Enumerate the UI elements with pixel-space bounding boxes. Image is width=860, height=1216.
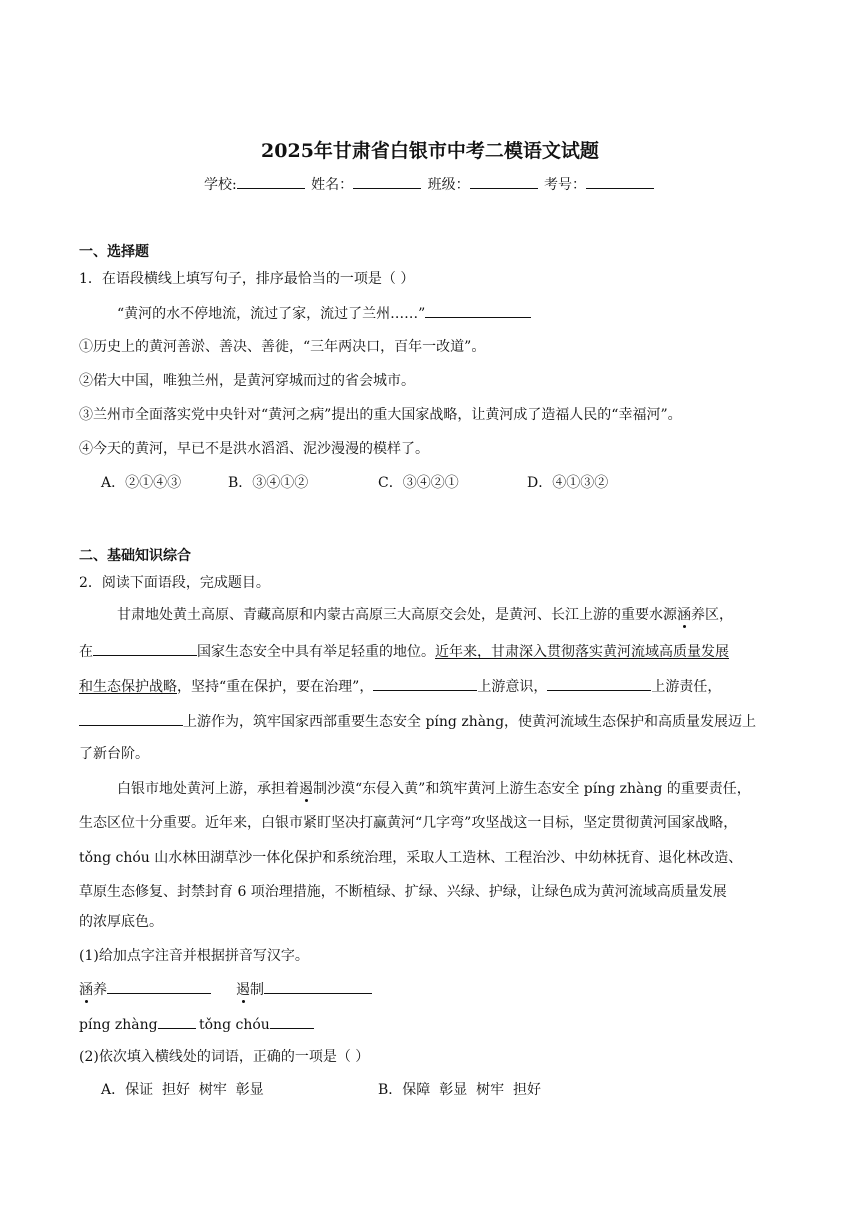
answer-blank-tongchou[interactable]	[270, 1015, 314, 1029]
section-heading-basic: 二、基础知识综合	[79, 548, 191, 564]
fill-blank-1	[93, 642, 197, 656]
pinyin-text: tǒng chóu	[199, 1017, 270, 1033]
dotted-char-e: 遏	[299, 781, 313, 797]
subquestion-2-stem: (2)依次填入横线处的词语，正确的一项是（ ）	[79, 1049, 370, 1065]
answer-blank-pingzhang[interactable]	[158, 1015, 196, 1029]
quote-text: “黄河的水不停地流，流过了家，流过了兰州……”	[117, 306, 426, 322]
question-1-stem: 1．在语段横线上填写句子，排序最恰当的一项是（ ）	[79, 271, 415, 287]
option-b[interactable]: B．保障 彰显 树牢 担好	[378, 1082, 541, 1098]
section-heading-choice: 一、选择题	[79, 244, 149, 260]
answer-blank-hanyang[interactable]	[107, 980, 211, 994]
passage-text: 上游意识，	[477, 679, 548, 695]
passage-text: 上游责任，	[651, 679, 722, 695]
passage-1-line-1	[117, 606, 733, 624]
passage-text: 上游作为，筑牢国家西部重要生态安全 píng zhàng，使黄河流域生态保护和高质量发展迈上	[183, 714, 757, 730]
passage-1-line-3	[79, 677, 721, 696]
word-text: 养	[93, 982, 107, 998]
option-c[interactable]: C．③④②①	[378, 475, 459, 491]
answer-blank-ezhi[interactable]	[264, 980, 372, 994]
fill-blank-4	[79, 712, 183, 726]
passage-2-line-2: 生态区位十分重要。近年来，白银市紧盯坚决打赢黄河“几字弯”攻坚战这一目标，坚定贯彻黄河国家战略，	[79, 815, 738, 831]
passage-text: 甘肃地处黄土高原、青藏高原和内蒙古高原三大高原交会处，是黄河、长江上游的重要水源	[117, 607, 677, 623]
question-1-item-1: ①历史上的黄河善淤、善决、善徙，“三年两决口，百年一改道”。	[79, 339, 486, 355]
passage-text: 养区，	[691, 607, 733, 623]
passage-2-line-1	[117, 780, 751, 798]
subquestion-1-stem: (1)给加点字注音并根据拼音写汉字。	[79, 948, 309, 964]
question-1-quote	[117, 304, 531, 323]
name-label: 姓名：	[311, 177, 354, 193]
fill-blank-3	[547, 677, 651, 691]
passage-text: 在	[79, 644, 93, 660]
question-1-options	[0, 474, 860, 492]
dotted-char-han: 涵	[79, 982, 93, 998]
name-blank	[353, 176, 421, 189]
word-text: 制	[250, 982, 264, 998]
option-a[interactable]: A．保证 担好 树牢 彰显	[101, 1082, 264, 1098]
student-info-line	[0, 176, 860, 194]
passage-1-line-5: 了新台阶。	[79, 746, 149, 762]
option-a[interactable]: A．②①④③	[101, 475, 182, 491]
passage-text: ，坚持“重在保护，要在治理”，	[177, 679, 374, 695]
subquestion-1-row-2	[79, 1015, 196, 1034]
fill-blank-2	[373, 677, 477, 691]
pinyin-text: píng zhàng	[79, 1017, 158, 1033]
dotted-char-e: 遏	[236, 982, 250, 998]
class-blank	[470, 176, 538, 189]
dotted-char-han: 涵	[677, 607, 691, 623]
number-label: 考号：	[544, 177, 587, 193]
passage-2-line-5: 的浓厚底色。	[79, 914, 163, 930]
school-label: 学校:	[203, 177, 237, 193]
subquestion-1-row-1	[79, 980, 211, 999]
passage-text: 白银市地处黄河上游，承担着	[117, 781, 299, 797]
passage-2-line-3: tǒng chóu 山水林田湖草沙一体化保护和系统治理，采取人工造林、工程治沙、中幼林抚育、退化林改造、	[79, 850, 743, 866]
question-1-item-3: ③兰州市全面落实党中央针对“黄河之病”提出的重大国家战略，让黄河成了造福人民的“幸福河”。	[79, 407, 682, 423]
subquestion-1-row-1b	[236, 980, 372, 999]
question-2-stem: 2．阅读下面语段，完成题目。	[79, 575, 270, 591]
number-blank	[586, 176, 654, 189]
underlined-sentence: 近年来，甘肃深入贯彻落实黄河流域高质量发展	[435, 644, 729, 660]
passage-text: 制沙漠“东侵入黄”和筑牢黄河上游生态安全 píng zhàng 的重要责任，	[313, 781, 751, 797]
class-label: 班级：	[427, 177, 470, 193]
underlined-sentence: 和生态保护战略	[79, 679, 177, 695]
question-1-item-4: ④今天的黄河，早已不是洪水滔滔、泥沙漫漫的模样了。	[79, 441, 429, 457]
subquestion-1-row-2b	[199, 1015, 314, 1034]
subquestion-2-options	[0, 1081, 860, 1099]
question-1-item-2: ②偌大中国，唯独兰州，是黄河穿城而过的省会城市。	[79, 373, 415, 389]
passage-1-line-2	[79, 642, 729, 661]
quote-blank	[425, 304, 531, 318]
option-b[interactable]: B．③④①②	[228, 475, 309, 491]
option-d[interactable]: D．④①③②	[527, 475, 609, 491]
school-blank	[237, 176, 305, 189]
page-title: 2025年甘肃省白银市中考二模语文试题	[261, 140, 599, 162]
passage-text: 国家生态安全中具有举足轻重的地位。	[197, 644, 435, 660]
passage-1-line-4	[79, 712, 756, 731]
passage-2-line-4: 草原生态修复、封禁封育 6 项治理措施，不断植绿、扩绿、兴绿、护绿，让绿色成为黄河流域高质量发展	[79, 884, 727, 900]
